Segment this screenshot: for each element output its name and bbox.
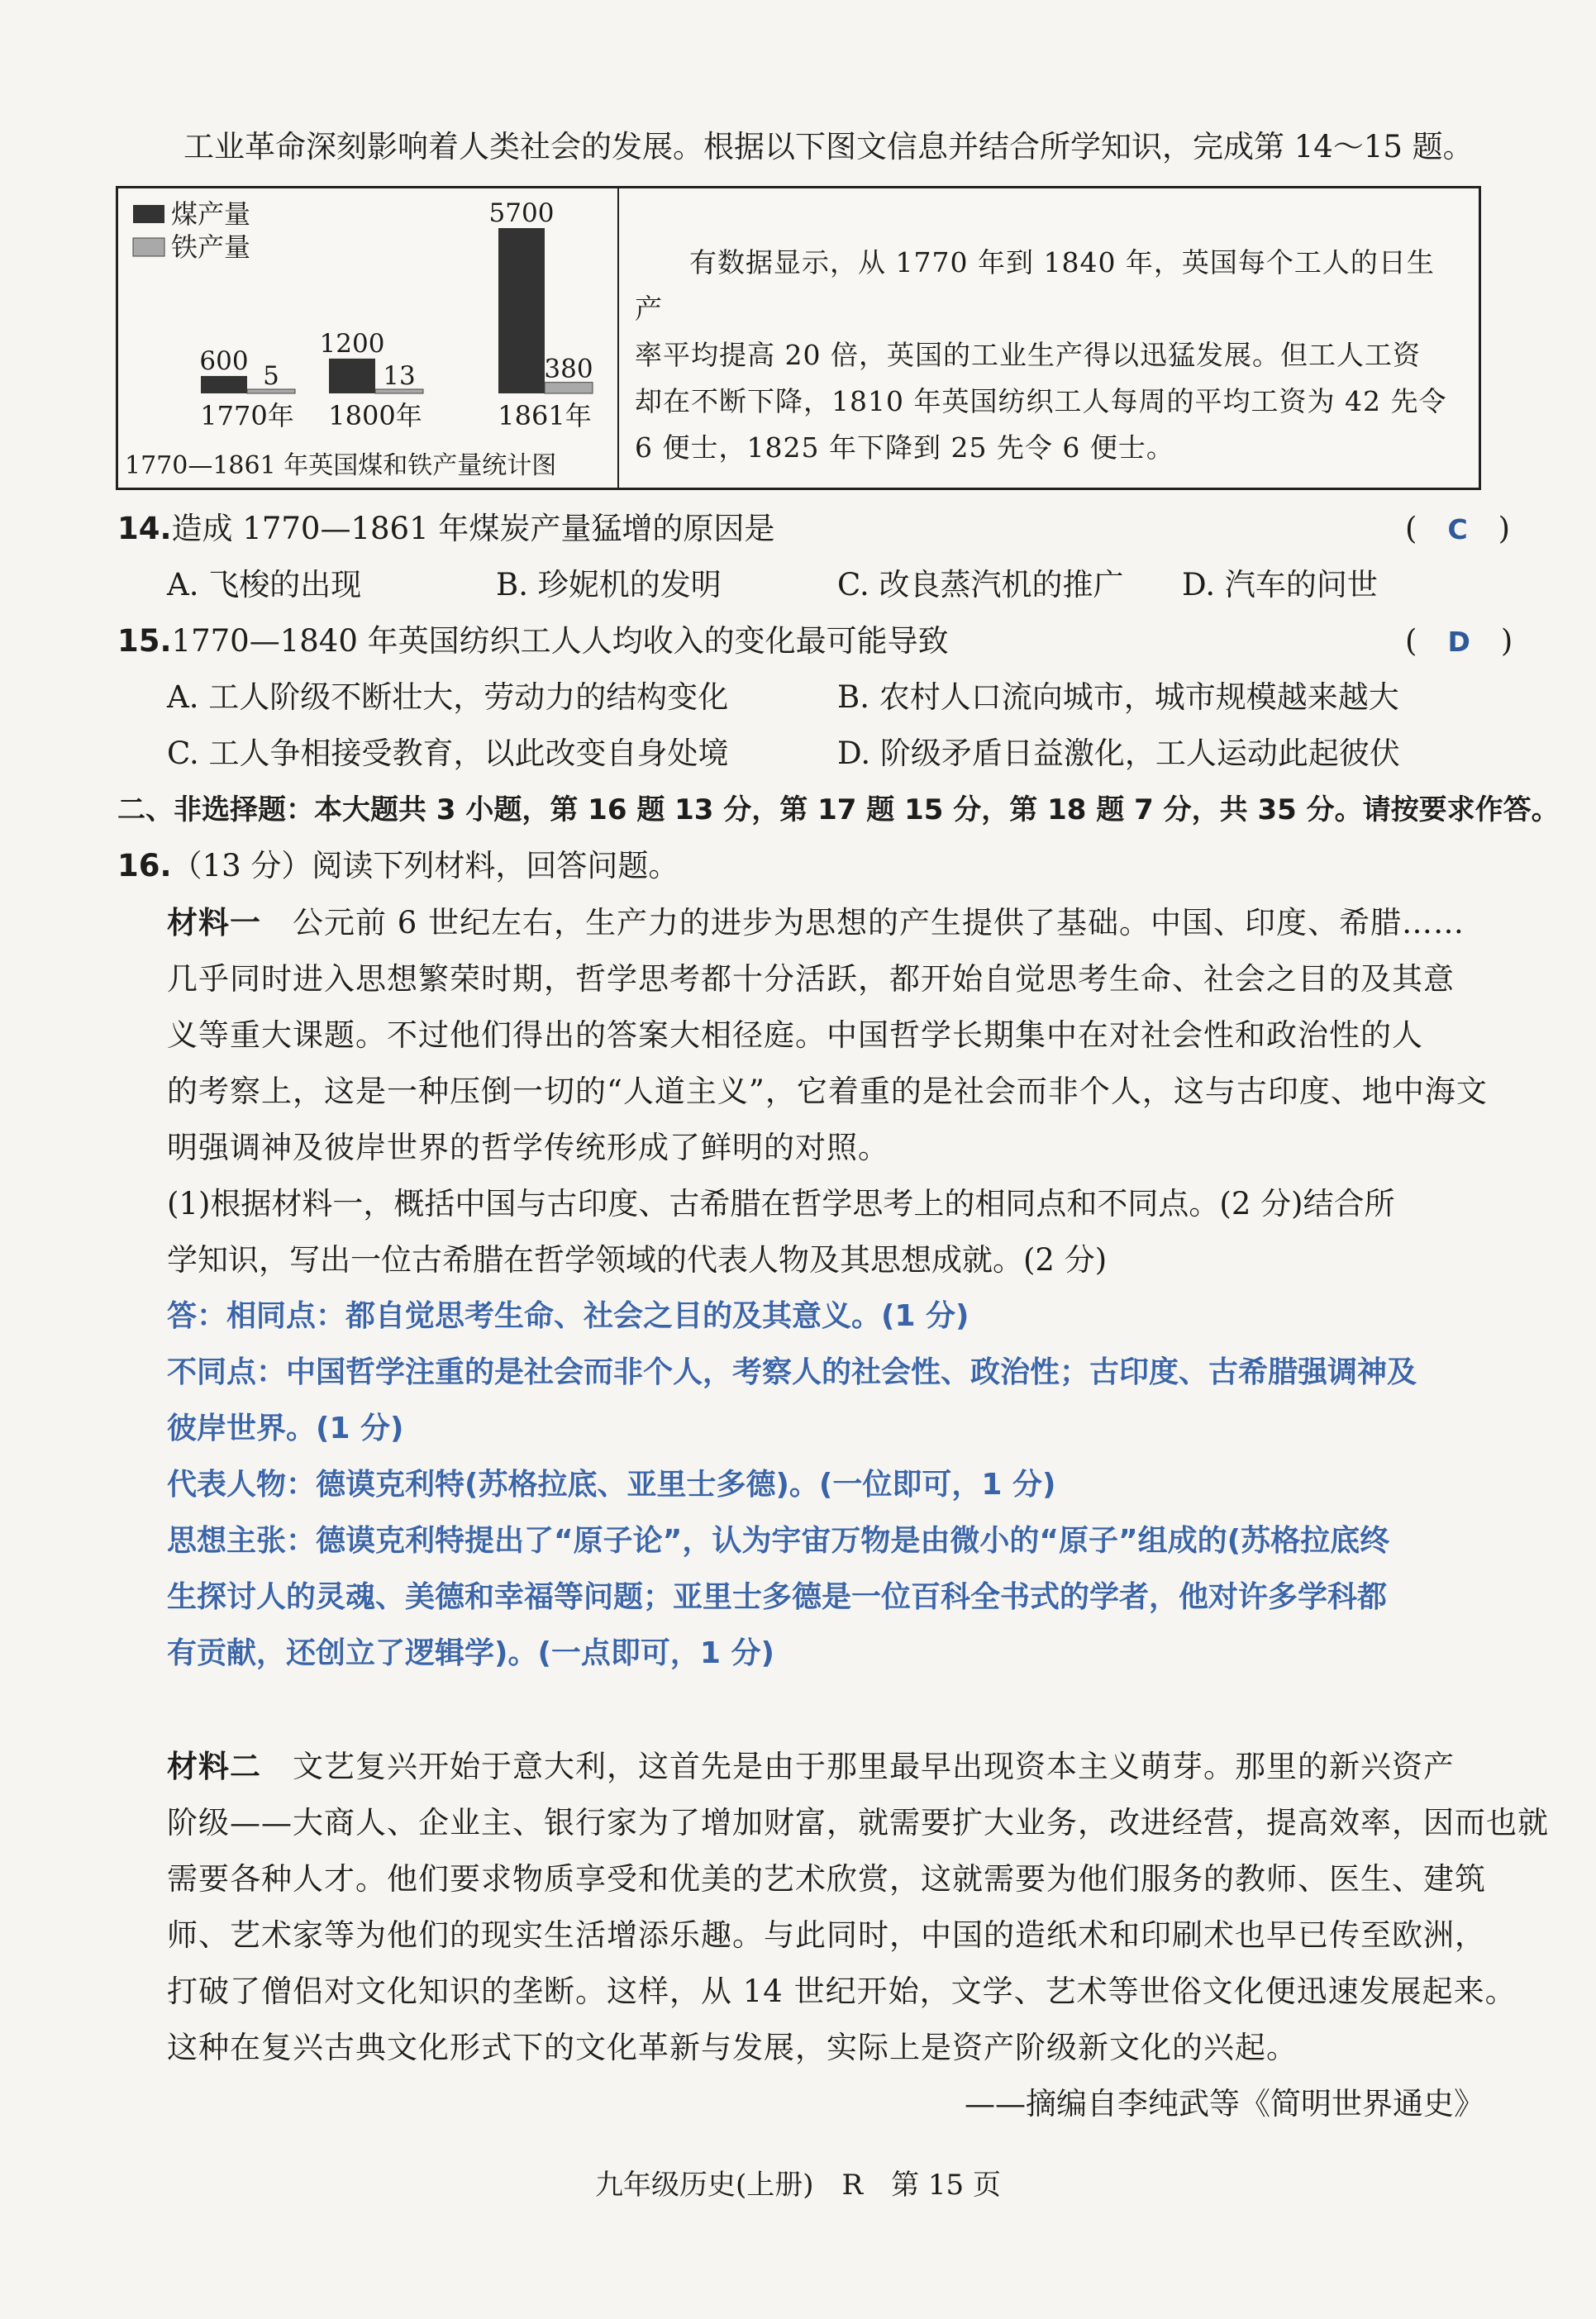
coal-iron-bar-chart — [118, 188, 617, 488]
figure-text-line: 有数据显示，从 1770 年到 1840 年，英国每个工人的日生产 — [635, 246, 1435, 325]
material2-label: 材料二 — [167, 1749, 261, 1784]
material1-line: 明强调神及彼岸世界的哲学传统形成了鲜明的对照。 — [167, 1130, 889, 1165]
figure-divider — [617, 188, 619, 488]
material2-line: 需要各种人才。他们要求物质享受和优美的艺术欣赏，这就需要为他们服务的教师、医生、建筑 — [167, 1861, 1486, 1897]
material1-label: 材料一 — [167, 905, 261, 940]
q15-answer: ( D ) — [1405, 623, 1513, 659]
q14-stem: 14.造成 1770—1861 年煤炭产量猛增的原因是 — [117, 511, 775, 546]
q14-answer: ( C ) — [1405, 511, 1511, 546]
material2-line: 阶级——大商人、企业主、银行家为了增加财富，就需要扩大业务，改进经营，提高效率，因而也就 — [167, 1805, 1549, 1840]
intro-text: 工业革命深刻影响着人类社会的发展。根据以下图文信息并结合所学知识，完成第 14～15 题。 — [183, 129, 1474, 164]
q14-option-a: A. 飞梭的出现 — [167, 567, 362, 602]
q14-option-d: D. 汽车的问世 — [1182, 567, 1378, 602]
q14-option-b: B. 珍妮机的发明 — [496, 567, 722, 602]
page-footer: 九年级历史(上册) R 第 15 页 — [594, 2169, 1001, 2202]
material1-line: 义等重大课题。不过他们得出的答案大相径庭。中国哲学长期集中在对社会性和政治性的人 — [167, 1017, 1423, 1053]
material2-line: 这种在复兴古典文化形式下的文化革新与发展，实际上是资产阶级新文化的兴起。 — [167, 2030, 1298, 2065]
q16-stem: 16.（13 分）阅读下列材料，回答问题。 — [117, 848, 679, 883]
iron-value-label: 5 — [263, 361, 279, 391]
source-citation: ——摘编自李纯武等《简明世界通史》 — [965, 2086, 1484, 2121]
category-label: 1800年 — [328, 400, 422, 431]
figure-text — [635, 240, 1461, 471]
legend-iron-label: 铁产量 — [171, 231, 251, 263]
answer-line: 有贡献，还创立了逻辑学)。(一点即可，1 分) — [167, 1636, 774, 1670]
material1-line: 几乎同时进入思想繁荣时期，哲学思考都十分活跃，都开始自觉思考生命、社会之目的及其意 — [167, 961, 1455, 997]
figure-text-line: 6 便士，1825 年下降到 25 先令 6 便士。 — [635, 431, 1174, 464]
answer-line: 不同点：中国哲学注重的是社会而非个人，考察人的社会性、政治性；古印度、古希腊强调神及 — [167, 1355, 1417, 1389]
material1-line: 的考察上，这是一种压倒一切的“人道主义”，它着重的是社会而非个人，这与古印度、地中海文 — [167, 1074, 1488, 1109]
q14-option-c: C. 改良蒸汽机的推广 — [837, 567, 1124, 602]
figure-text-line: 率平均提高 20 倍，英国的工业生产得以迅猛发展。但工人工资 — [635, 339, 1421, 371]
coal-bar — [329, 359, 375, 393]
legend-coal-label: 煤产量 — [171, 198, 251, 230]
chart-title: 1770—1861 年英国煤和铁产量统计图 — [125, 451, 557, 480]
material2-line: 打破了僧侣对文化知识的垄断。这样，从 14 世纪开始，文学、艺术等世俗文化便迅速发展起来。 — [167, 1974, 1517, 2009]
q15-option-c: C. 工人争相接受教育，以此改变自身处境 — [167, 736, 729, 771]
legend-iron-swatch — [133, 238, 164, 256]
coal-value-label: 1200 — [319, 328, 385, 359]
answer-line: 生探讨人的灵魂、美德和幸福等问题；亚里士多德是一位百科全书式的学者，他对许多学科都 — [167, 1580, 1388, 1614]
material2-line: 师、艺术家等为他们的现实生活增添乐趣。与此同时，中国的造纸术和印刷术也早已传至欧洲， — [167, 1917, 1486, 1953]
figure-text-line: 却在不断下降，1810 年英国纺织工人每周的平均工资为 42 先令 — [635, 385, 1447, 417]
category-label: 1770年 — [200, 400, 294, 431]
q15-stem: 15.1770—1840 年英国纺织工人人均收入的变化最可能导致 — [117, 623, 949, 659]
coal-value-label: 5700 — [488, 198, 555, 228]
q15-option-a: A. 工人阶级不断壮大，劳动力的结构变化 — [167, 679, 729, 715]
q15-option-b: B. 农村人口流向城市，城市规模越来越大 — [837, 679, 1399, 715]
answer-line: 答：相同点：都自觉思考生命、社会之目的及其意义。(1 分) — [167, 1299, 970, 1333]
iron-value-label: 13 — [383, 361, 416, 391]
coal-value-label: 600 — [199, 345, 249, 376]
material2-line: 材料二 文艺复兴开始于意大利，这首先是由于那里最早出现资本主义萌芽。那里的新兴资产 — [167, 1749, 1455, 1784]
legend-coal-swatch — [133, 205, 164, 223]
category-label: 1861年 — [498, 400, 592, 431]
coal-bar — [201, 376, 247, 393]
answer-line: 彼岸世界。(1 分) — [167, 1412, 404, 1445]
figure-box — [116, 186, 1481, 490]
section2-heading: 二、非选择题：本大题共 3 小题，第 16 题 13 分，第 17 题 15 分，第 18 题 7 分，共 35 分。请按要求作答。 — [117, 793, 1560, 826]
q15-option-d: D. 阶级矛盾日益激化，工人运动此起彼伏 — [837, 736, 1400, 771]
material1-line: 材料一 公元前 6 世纪左右，生产力的进步为思想的产生提供了基础。中国、印度、希腊…… — [167, 905, 1465, 940]
coal-bar — [498, 228, 545, 393]
answer-line: 思想主张：德谟克利特提出了“原子论”，认为宇宙万物是由微小的“原子”组成的(苏格拉底终 — [167, 1524, 1390, 1558]
sub-question-1: (1)根据材料一，概括中国与古印度、古希腊在哲学思考上的相同点和不同点。(2 分)结合所 — [167, 1186, 1395, 1221]
answer-line: 代表人物：德谟克利特(苏格拉底、亚里士多德)。(一位即可，1 分) — [167, 1468, 1056, 1502]
iron-value-label: 380 — [544, 354, 593, 384]
sub-question-1: 学知识，写出一位古希腊在哲学领域的代表人物及其思想成就。(2 分) — [167, 1242, 1108, 1278]
